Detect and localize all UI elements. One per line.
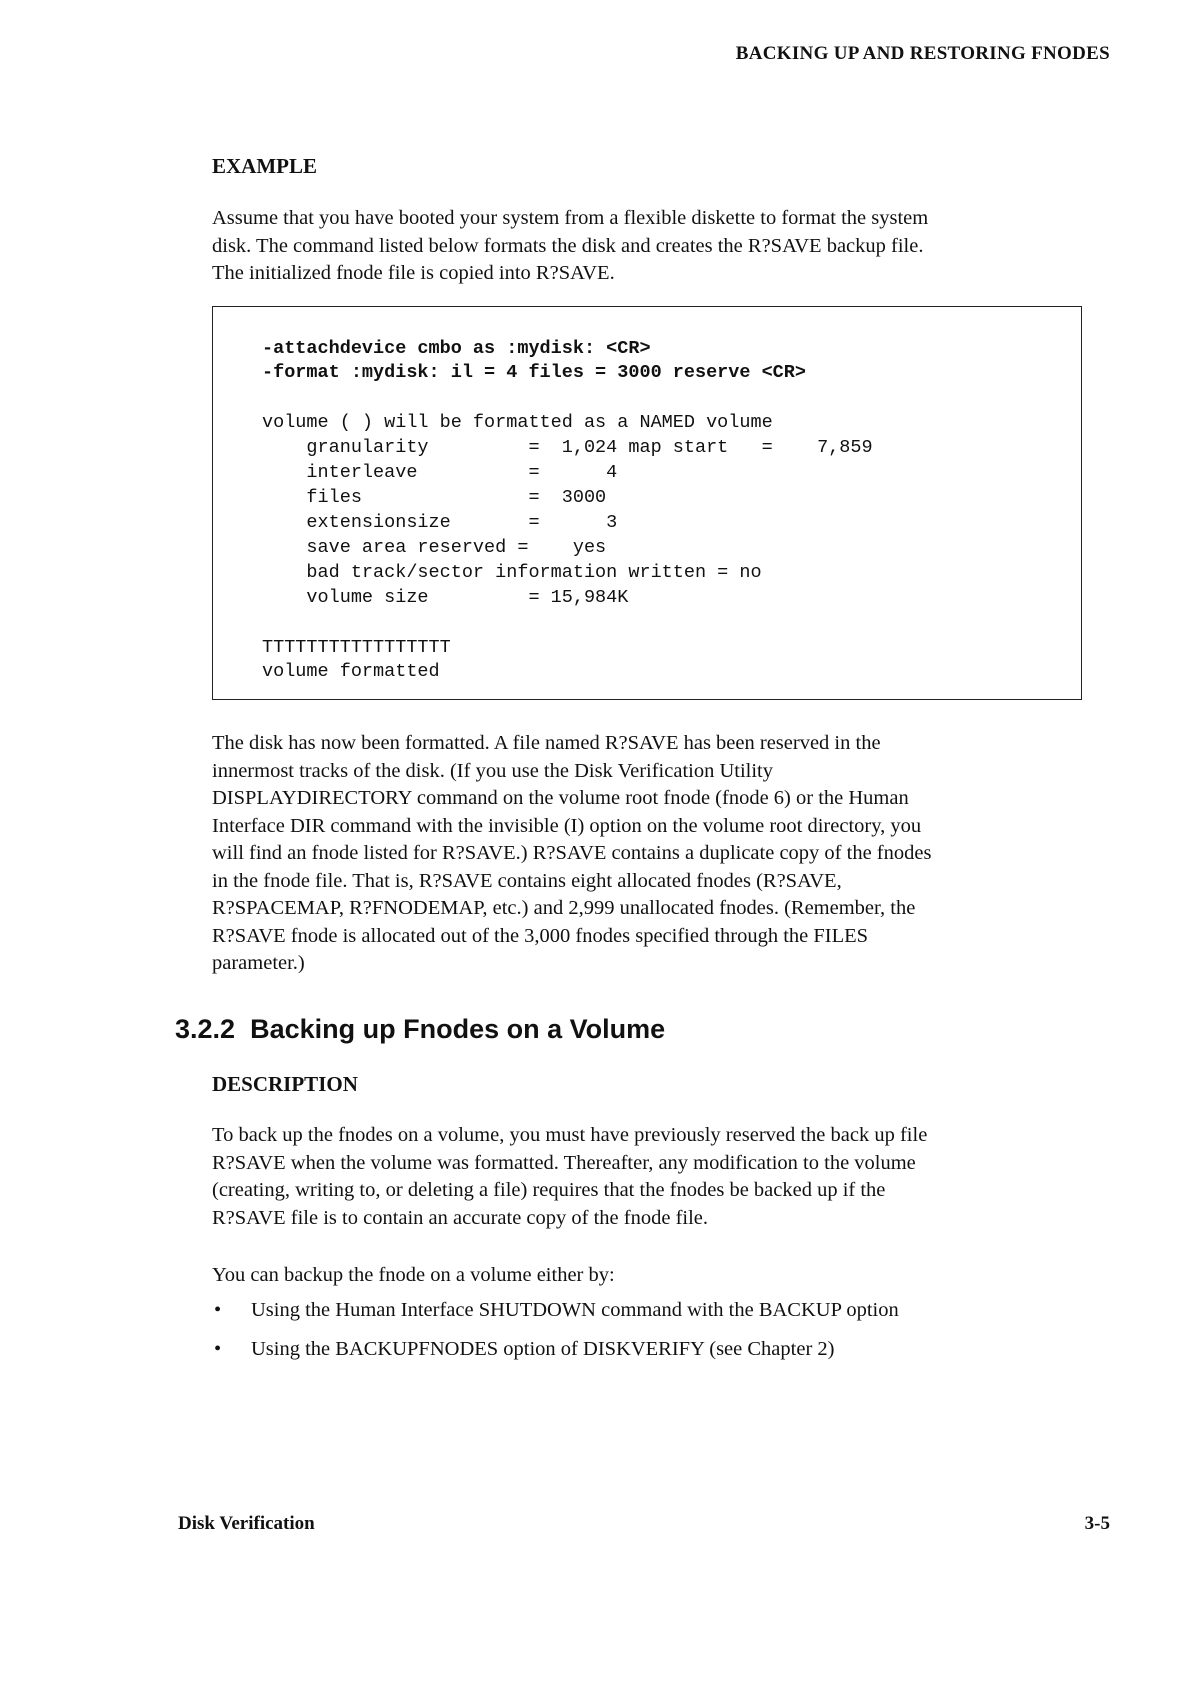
output-line: interleave = 4 [262, 462, 618, 483]
description-paragraph [212, 1122, 927, 1232]
list-item-text: Using the BACKUPFNODES option of DISKVERIFY (see Chapter 2) [251, 1338, 835, 1360]
list-item [214, 1299, 899, 1322]
running-header: BACKING UP AND RESTORING FNODES [735, 43, 1110, 64]
bullet-icon: • [214, 1299, 222, 1321]
text-line: The disk has now been formatted. A file named R?SAVE has been reserved in the [212, 732, 881, 754]
output-line: save area reserved = yes [262, 537, 607, 558]
status-line: volume formatted [262, 661, 440, 682]
text-line: will find an fnode listed for R?SAVE.) R?SAVE contains a duplicate copy of the fnodes [212, 842, 932, 864]
description-heading: DESCRIPTION [212, 1072, 358, 1096]
section-title: Backing up Fnodes on a Volume [250, 1014, 666, 1044]
output-line: granularity = 1,024 map start = 7,859 [262, 437, 873, 458]
text-line: To back up the fnodes on a volume, you must have previously reserved the back up file [212, 1124, 928, 1146]
text-line: in the fnode file. That is, R?SAVE contains eight allocated fnodes (R?SAVE, [212, 869, 842, 892]
text-line: Interface DIR command with the invisible (I) option on the volume root directory, you [212, 814, 922, 837]
text-line: parameter.) [212, 952, 305, 974]
text-line: R?SAVE fnode is allocated out of the 3,000 fnodes specified through the FILES [212, 924, 869, 947]
text-line: Assume that you have booted your system from a flexible diskette to format the system [212, 207, 929, 229]
command-line: -attachdevice cmbo as :mydisk: <CR> [262, 338, 651, 359]
text-line: DISPLAYDIRECTORY command on the volume root fnode (fnode 6) or the Human [212, 787, 909, 809]
text-line: The initialized fnode file is copied into R?SAVE. [212, 262, 615, 284]
footer-title: Disk Verification [178, 1513, 315, 1534]
output-line: extensionsize = 3 [262, 512, 618, 533]
example-explanation-paragraph [212, 730, 931, 978]
page-number: 3-5 [1084, 1513, 1110, 1534]
bullet-icon: • [214, 1338, 222, 1360]
list-item [214, 1338, 834, 1361]
text-line: R?SPACEMAP, R?FNODEMAP, etc.) and 2,999 unallocated fnodes. (Remember, the [212, 897, 916, 919]
text-line: R?SAVE file is to contain an accurate copy of the fnode file. [212, 1206, 709, 1229]
text-line: (creating, writing to, or deleting a file) requires that the fnodes be backed up if the [212, 1179, 886, 1201]
output-line: volume size = 15,984K [262, 587, 629, 608]
code-example-box [212, 306, 1082, 700]
progress-line: TTTTTTTTTTTTTTTTT [262, 637, 451, 658]
command-line: -format :mydisk: il = 4 files = 3000 reserve <CR> [262, 362, 806, 383]
list-item-text: Using the Human Interface SHUTDOWN command with the BACKUP option [251, 1299, 899, 1321]
text-line: disk. The command listed below formats the disk and creates the R?SAVE backup file. [212, 234, 924, 257]
backup-methods-intro: You can backup the fnode on a volume either by: [212, 1264, 615, 1286]
output-line: volume ( ) will be formatted as a NAMED volume [262, 412, 773, 433]
section-number: 3.2.2 [175, 1014, 236, 1044]
text-line: innermost tracks of the disk. (If you use the Disk Verification Utility [212, 759, 773, 782]
text-line: R?SAVE when the volume was formatted. Thereafter, any modification to the volume [212, 1151, 916, 1174]
section-heading [175, 1014, 665, 1045]
example-heading: EXAMPLE [212, 154, 317, 178]
output-line: files = 3000 [262, 487, 607, 508]
example-intro-paragraph [212, 205, 928, 288]
output-line: bad track/sector information written = no [262, 562, 762, 583]
